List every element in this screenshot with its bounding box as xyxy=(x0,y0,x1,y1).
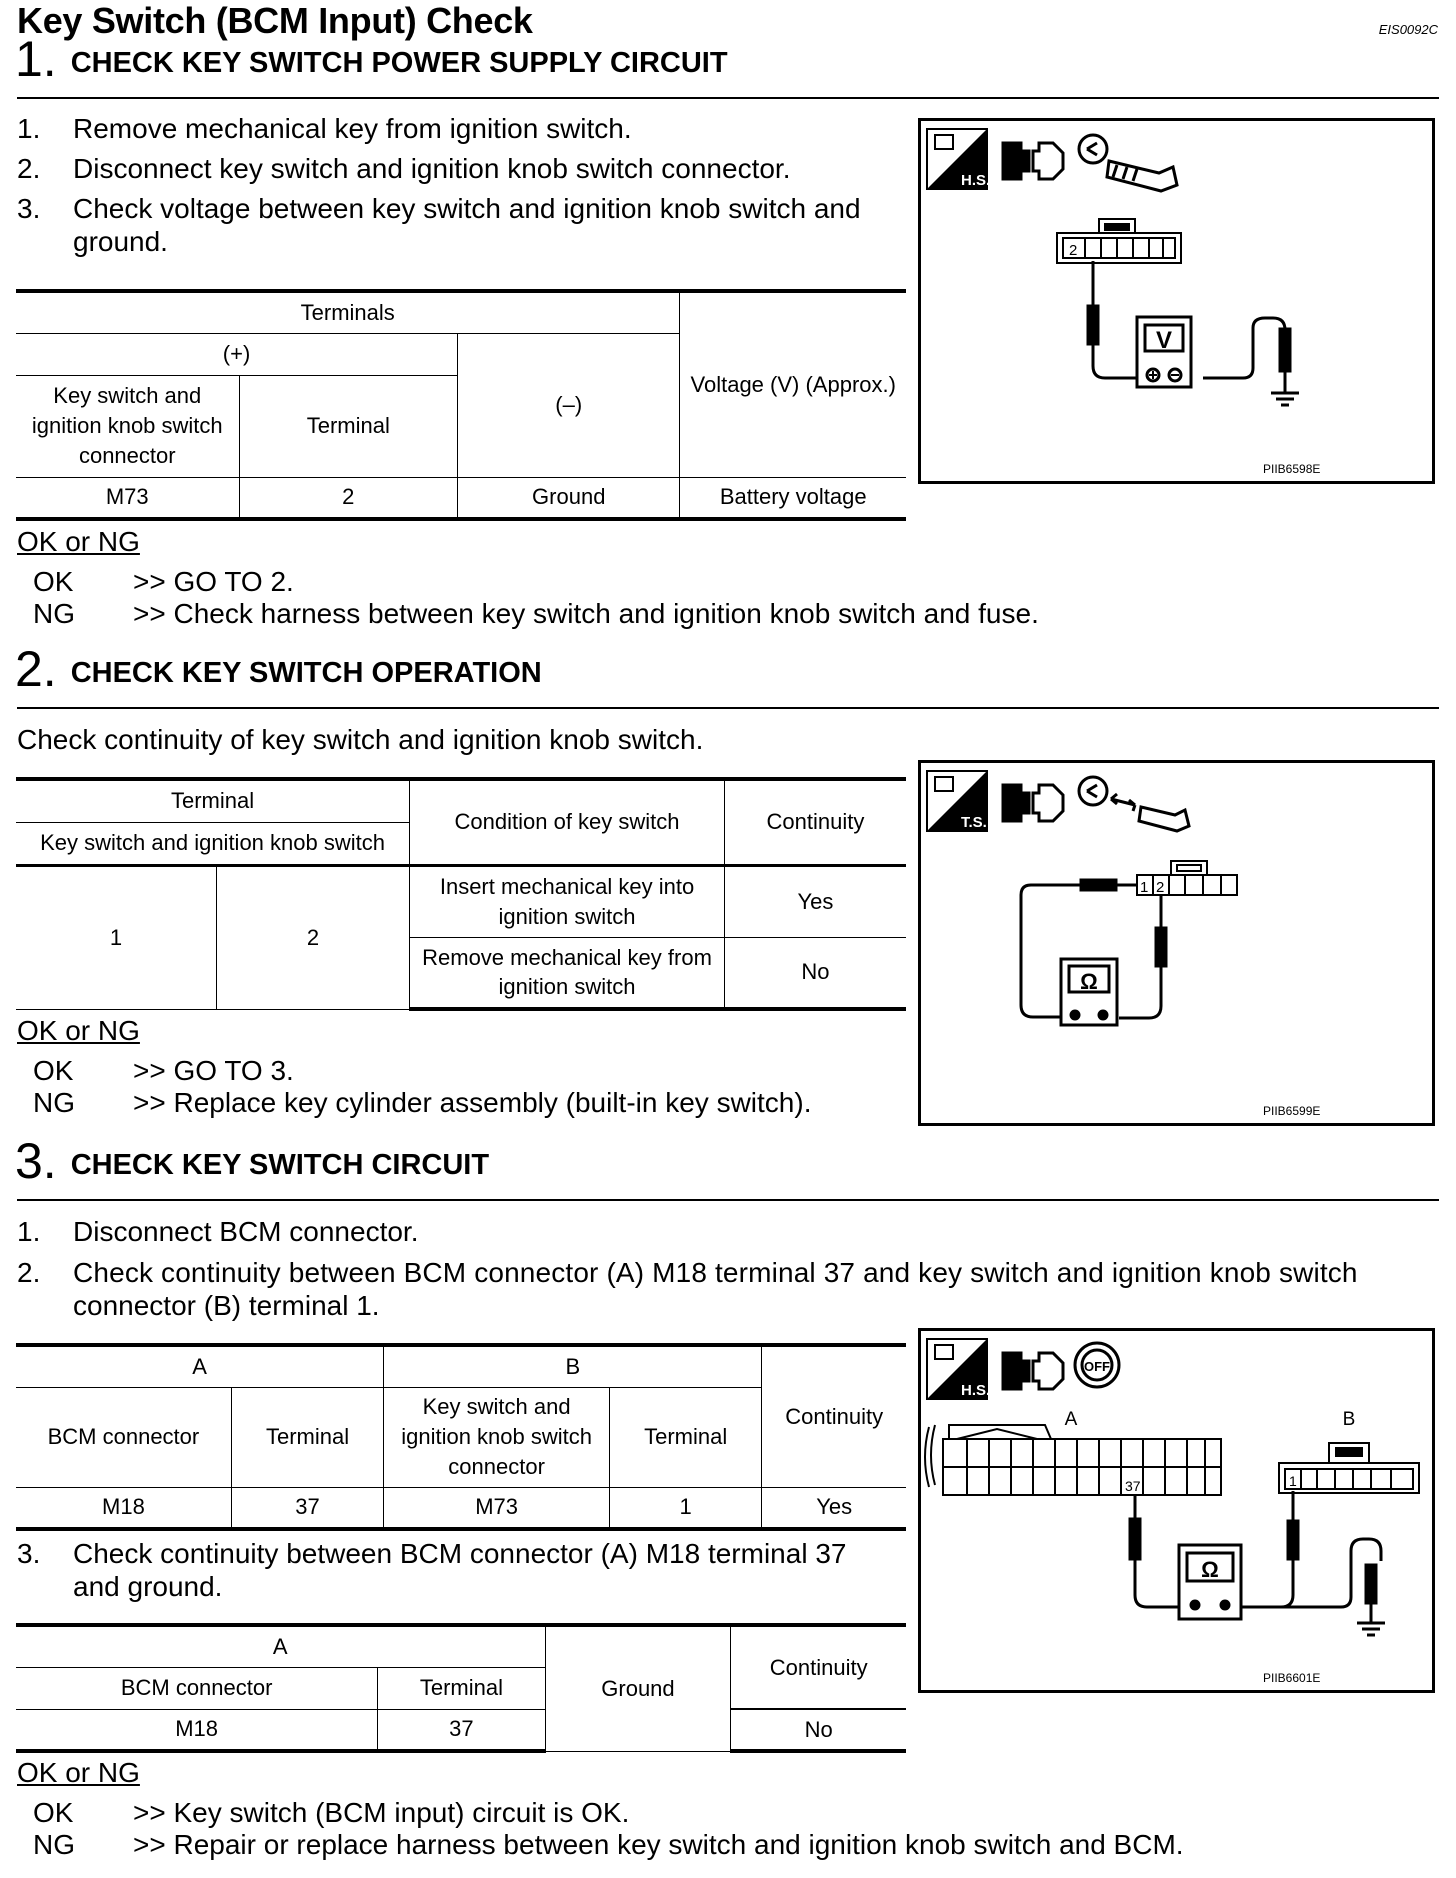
disconnect-connector-icon xyxy=(1003,1353,1063,1389)
item-text: Remove mechanical key from ignition switch. xyxy=(73,113,632,144)
item-number: 3. xyxy=(17,193,41,224)
ng-label: NG xyxy=(33,598,75,629)
ok-action: >> Key switch (BCM input) circuit is OK. xyxy=(133,1797,630,1828)
step2-ok-or-ng: OK or NG xyxy=(17,1015,140,1046)
minus-header: (–) xyxy=(458,333,680,477)
b-header: B xyxy=(384,1345,762,1387)
ts-label: T.S. xyxy=(961,814,987,831)
terminals-header: Terminals xyxy=(16,291,680,333)
ground-header: Ground xyxy=(545,1625,731,1751)
item-number: 3. xyxy=(17,1538,41,1569)
item-text: Check continuity between BCM connector (A) M18 terminal 37 and key switch and ignition knob switch xyxy=(73,1257,1358,1288)
connector-header: Key switch and ignition knob switch connector xyxy=(16,375,239,477)
step1-voltage-table xyxy=(16,289,906,521)
terminal-b-header: Terminal xyxy=(609,1387,761,1487)
ok-label: OK xyxy=(33,1055,74,1086)
continuity-header: Continuity xyxy=(724,779,906,865)
item-text: Disconnect key switch and ignition knob switch connector. xyxy=(73,153,791,184)
step1-heading-text: CHECK KEY SWITCH POWER SUPPLY CIRCUIT xyxy=(70,47,728,79)
item-text: Check continuity between BCM connector (A) M18 terminal 37 xyxy=(73,1538,847,1569)
item-number: 1. xyxy=(17,1216,41,1247)
cell-condition-remove: Remove mechanical key from ignition switch xyxy=(410,937,725,1009)
cell-m73: M73 xyxy=(384,1487,610,1529)
connector-b-label: B xyxy=(1342,1409,1356,1430)
cell-terminal-1: 1 xyxy=(609,1487,761,1529)
step3-heading xyxy=(15,1132,489,1190)
ng-action: >> Repair or replace harness between key switch and ignition knob switch and BCM. xyxy=(133,1829,1184,1860)
item-text-cont: ground. xyxy=(73,226,168,257)
ng-action: >> Check harness between key switch and ignition knob switch and fuse. xyxy=(133,598,1039,629)
key-switch-connector-b-shape xyxy=(1279,1443,1419,1493)
ok-action: >> GO TO 3. xyxy=(133,1055,294,1086)
continuity-header: Continuity xyxy=(731,1625,906,1709)
a-header: A xyxy=(16,1345,384,1387)
hs-badge-icon xyxy=(927,1339,990,1399)
step3-divider xyxy=(17,1199,1439,1201)
item-text: Disconnect BCM connector. xyxy=(73,1216,419,1247)
document-id: EIS0092C xyxy=(1378,22,1438,37)
terminal-header: Terminal xyxy=(378,1667,545,1709)
continuity-header: Continuity xyxy=(762,1345,906,1487)
ng-action: >> Replace key cylinder assembly (built-in key switch). xyxy=(133,1087,812,1118)
meter-v-label: V xyxy=(1155,327,1173,354)
ts-badge-icon xyxy=(927,771,987,831)
pin-1-label: 1 xyxy=(1140,879,1149,896)
step3-diagram xyxy=(918,1328,1435,1693)
cell-condition-insert: Insert mechanical key into ignition switch xyxy=(410,865,725,937)
pin-2-label: 2 xyxy=(1156,879,1165,896)
condition-header: Condition of key switch xyxy=(410,779,725,865)
cell-connector: M73 xyxy=(16,477,239,519)
figure-code: PIIB6599E xyxy=(1263,1104,1321,1118)
off-label: OFF xyxy=(1084,1359,1110,1374)
item-text-cont: connector (B) terminal 1. xyxy=(73,1290,380,1321)
step2-number: 2. xyxy=(15,641,57,697)
step3-ok-or-ng: OK or NG xyxy=(17,1757,140,1788)
meter-ohm-label: Ω xyxy=(1201,1557,1219,1582)
ng-label: NG xyxy=(33,1829,75,1860)
pin-37-label: 37 xyxy=(1125,1478,1141,1494)
step2-heading xyxy=(15,640,542,698)
terminal-header: Terminal xyxy=(239,375,458,477)
item-text: Check voltage between key switch and ignition knob switch and xyxy=(73,193,861,224)
hs-label: H.S. xyxy=(961,1382,991,1399)
bcm-connector-a-shape xyxy=(925,1425,1221,1495)
bcm-continuity-diagram xyxy=(921,1331,1432,1690)
item-number: 2. xyxy=(17,153,41,184)
item-number: 2. xyxy=(17,1257,41,1288)
pin-2-label: 2 xyxy=(1069,242,1078,259)
hs-badge-icon xyxy=(927,129,990,189)
terminal-a-header: Terminal xyxy=(231,1387,383,1487)
terminal-subheader: Key switch and ignition knob switch xyxy=(16,822,410,865)
disconnect-connector-icon xyxy=(1003,785,1063,821)
step3-continuity-table-2 xyxy=(16,1623,906,1753)
step2-heading-text: CHECK KEY SWITCH OPERATION xyxy=(70,657,542,689)
key-insert-remove-icon xyxy=(1079,777,1189,831)
page-title: Key Switch (BCM Input) Check xyxy=(17,0,533,41)
step1-number: 1. xyxy=(15,31,57,87)
cell-terminal-2: 2 xyxy=(216,865,409,1009)
item-text-cont: and ground. xyxy=(73,1571,223,1602)
a-header: A xyxy=(16,1625,545,1667)
cell-terminal-37: 37 xyxy=(231,1487,383,1529)
step3-continuity-table-1 xyxy=(16,1343,906,1531)
cell-bcm: M18 xyxy=(16,1709,378,1751)
ng-label: NG xyxy=(33,1087,75,1118)
step1-divider xyxy=(17,97,1439,99)
voltage-check-diagram xyxy=(921,121,1432,481)
step1-ok-or-ng: OK or NG xyxy=(17,526,140,557)
meter-ohm-label: Ω xyxy=(1080,969,1098,994)
cell-continuity-no: No xyxy=(731,1709,906,1751)
step2-diagram xyxy=(918,760,1435,1126)
voltage-header: Voltage (V) (Approx.) xyxy=(680,291,906,477)
connector-shape xyxy=(1137,861,1237,895)
cell-bcm: M18 xyxy=(16,1487,231,1529)
cell-continuity-yes: Yes xyxy=(724,865,906,937)
continuity-check-diagram xyxy=(921,763,1432,1123)
bcm-connector-header: BCM connector xyxy=(16,1387,231,1487)
key-removed-icon xyxy=(1079,135,1177,191)
cell-terminal: 2 xyxy=(239,477,458,519)
step1-diagram xyxy=(918,118,1435,484)
key-switch-connector-header: Key switch and ignition knob switch connector xyxy=(384,1387,610,1487)
terminal-header: Terminal xyxy=(16,779,410,822)
step2-instruction: Check continuity of key switch and ignition knob switch. xyxy=(17,724,704,755)
cell-terminal-37: 37 xyxy=(378,1709,545,1751)
cell-voltage: Battery voltage xyxy=(680,477,906,519)
probe-wire xyxy=(1088,261,1299,405)
step1-heading xyxy=(15,30,728,88)
ok-action: >> GO TO 2. xyxy=(133,566,294,597)
hs-label: H.S. xyxy=(961,172,991,189)
step2-continuity-table xyxy=(16,777,906,1011)
cell-terminal-1: 1 xyxy=(16,865,216,1009)
cell-continuity-yes: Yes xyxy=(762,1487,906,1529)
step2-divider xyxy=(17,707,1439,709)
cell-minus: Ground xyxy=(458,477,680,519)
figure-code: PIIB6598E xyxy=(1263,462,1321,476)
plus-header: (+) xyxy=(16,333,458,375)
connector-a-label: A xyxy=(1064,1409,1078,1430)
figure-code: PIIB6601E xyxy=(1263,1671,1321,1685)
step3-number: 3. xyxy=(15,1133,57,1189)
probe-wires xyxy=(1130,1491,1385,1635)
item-number: 1. xyxy=(17,113,41,144)
pin-1-label: 1 xyxy=(1289,1473,1297,1489)
ok-label: OK xyxy=(33,1797,74,1828)
disconnect-connector-icon xyxy=(1003,143,1063,179)
cell-continuity-no: No xyxy=(724,937,906,1009)
bcm-connector-header: BCM connector xyxy=(16,1667,378,1709)
step3-heading-text: CHECK KEY SWITCH CIRCUIT xyxy=(70,1149,490,1181)
ok-label: OK xyxy=(33,566,74,597)
